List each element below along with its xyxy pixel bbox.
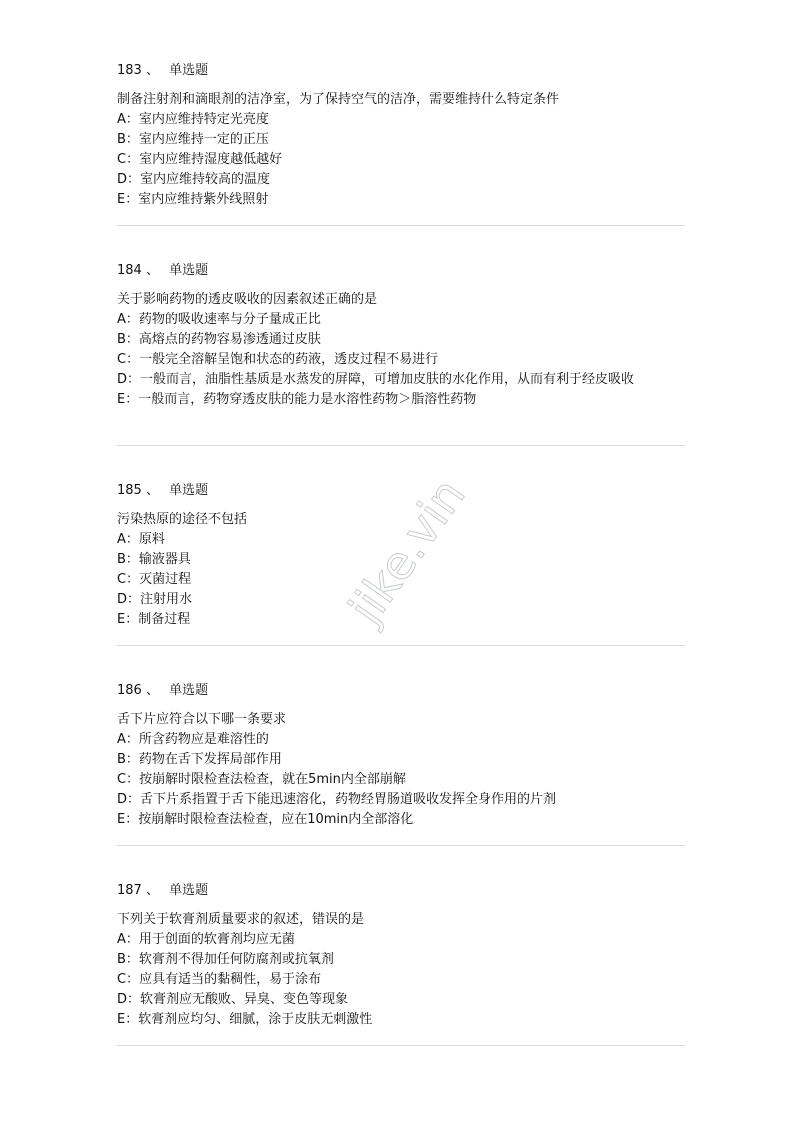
option-key: A： <box>117 732 139 747</box>
option-a <box>117 730 685 750</box>
question-186 <box>117 681 685 830</box>
question-header <box>117 881 685 901</box>
option-e <box>117 1010 685 1030</box>
option-e <box>117 190 685 210</box>
question-stem: 关于影响药物的透皮吸收的因素叙述正确的是 <box>117 292 378 307</box>
option-b <box>117 330 685 350</box>
option-text: 软膏剂不得加任何防腐剂或抗氧剂 <box>138 952 334 967</box>
option-key: C： <box>117 772 140 787</box>
option-c <box>117 570 685 590</box>
option-key: B： <box>117 952 139 967</box>
question-type: 单选题 <box>169 63 209 78</box>
question-stem: 制备注射剂和滴眼剂的洁净室，为了保持空气的洁净，需要维持什么特定条件 <box>117 92 560 107</box>
option-text: 所含药物应是难溶性的 <box>138 732 269 747</box>
option-text: 软膏剂应均匀、细腻，涂于皮肤无刺激性 <box>138 1012 373 1027</box>
option-d <box>117 990 685 1010</box>
option-text: 舌下片系指置于舌下能迅速溶化，药物经胃肠道吸收发挥全身作用的片剂 <box>140 792 557 807</box>
question-type: 单选题 <box>169 483 209 498</box>
option-c <box>117 770 685 790</box>
question-183 <box>117 61 685 210</box>
question-stem: 舌下片应符合以下哪一条要求 <box>117 712 287 727</box>
option-key: C： <box>117 572 140 587</box>
option-text: 制备过程 <box>138 612 191 627</box>
option-text: 灭菌过程 <box>139 572 192 587</box>
option-e <box>117 610 685 630</box>
divider <box>117 1045 685 1046</box>
option-a <box>117 930 685 950</box>
option-text: 室内应维持紫外线照射 <box>138 192 269 207</box>
question-number: 184 、 <box>117 263 159 278</box>
option-b <box>117 750 685 770</box>
option-text: 按崩解时限检查法检查，就在5min内全部崩解 <box>139 772 406 787</box>
option-text: 软膏剂应无酸败、异臭、变色等现象 <box>140 992 349 1007</box>
option-text: 药物的吸收速率与分子量成正比 <box>138 312 321 327</box>
option-d <box>117 370 685 390</box>
option-d <box>117 170 685 190</box>
option-text: 一般而言，药物穿透皮肤的能力是水溶性药物＞脂溶性药物 <box>138 392 477 407</box>
option-e <box>117 390 685 410</box>
option-text: 药物在舌下发挥局部作用 <box>138 752 282 767</box>
option-text: 注射用水 <box>140 592 193 607</box>
option-text: 一般完全溶解呈饱和状态的药液，透皮过程不易进行 <box>139 352 439 367</box>
option-c <box>117 350 685 370</box>
question-header <box>117 681 685 701</box>
option-b <box>117 130 685 150</box>
option-key: E： <box>117 612 139 627</box>
option-key: D： <box>117 592 141 607</box>
option-text: 原料 <box>138 532 165 547</box>
option-text: 用于创面的软膏剂均应无菌 <box>138 932 295 947</box>
divider <box>117 445 685 446</box>
option-text: 按崩解时限检查法检查，应在10min内全部溶化 <box>138 812 414 827</box>
option-key: D： <box>117 372 141 387</box>
option-key: E： <box>117 192 139 207</box>
option-text: 室内应维持特定光亮度 <box>138 112 269 127</box>
question-header <box>117 261 685 281</box>
option-key: E： <box>117 1012 139 1027</box>
question-number: 183 、 <box>117 63 159 78</box>
option-b <box>117 550 685 570</box>
option-e <box>117 810 685 830</box>
option-key: B： <box>117 132 139 147</box>
question-type: 单选题 <box>169 883 209 898</box>
question-type: 单选题 <box>169 263 209 278</box>
option-key: B： <box>117 552 139 567</box>
option-a <box>117 310 685 330</box>
option-text: 高熔点的药物容易渗透通过皮肤 <box>138 332 321 347</box>
option-key: B： <box>117 752 139 767</box>
option-text: 应具有适当的黏稠性，易于涂布 <box>139 972 322 987</box>
question-185 <box>117 481 685 630</box>
option-key: A： <box>117 532 139 547</box>
option-text: 室内应维持较高的温度 <box>140 172 271 187</box>
divider <box>117 225 685 226</box>
divider <box>117 645 685 646</box>
option-a <box>117 530 685 550</box>
option-c <box>117 970 685 990</box>
option-c <box>117 150 685 170</box>
option-key: D： <box>117 992 141 1007</box>
option-text: 室内应维持一定的正压 <box>138 132 269 147</box>
option-key: A： <box>117 112 139 127</box>
option-text: 输液器具 <box>138 552 191 567</box>
option-text: 室内应维持湿度越低越好 <box>139 152 283 167</box>
question-number: 186 、 <box>117 683 159 698</box>
question-stem: 污染热原的途径不包括 <box>117 512 248 527</box>
option-key: A： <box>117 932 139 947</box>
option-key: C： <box>117 152 140 167</box>
question-number: 187 、 <box>117 883 159 898</box>
option-key: E： <box>117 812 139 827</box>
question-header <box>117 61 685 81</box>
option-key: B： <box>117 332 139 347</box>
option-d <box>117 590 685 610</box>
option-key: A： <box>117 312 139 327</box>
question-type: 单选题 <box>169 683 209 698</box>
watermark-text: jike.vin <box>338 468 476 633</box>
option-key: D： <box>117 792 141 807</box>
option-b <box>117 950 685 970</box>
question-184 <box>117 261 685 410</box>
option-text: 一般而言，油脂性基质是水蒸发的屏障，可增加皮肤的水化作用，从而有利于经皮吸收 <box>140 372 635 387</box>
option-key: E： <box>117 392 139 407</box>
option-d <box>117 790 685 810</box>
question-stem: 下列关于软膏剂质量要求的叙述，错误的是 <box>117 912 365 927</box>
option-a <box>117 110 685 130</box>
question-header <box>117 481 685 501</box>
question-187 <box>117 881 685 1030</box>
option-key: C： <box>117 352 140 367</box>
option-key: C： <box>117 972 140 987</box>
question-number: 185 、 <box>117 483 159 498</box>
divider <box>117 845 685 846</box>
option-key: D： <box>117 172 141 187</box>
